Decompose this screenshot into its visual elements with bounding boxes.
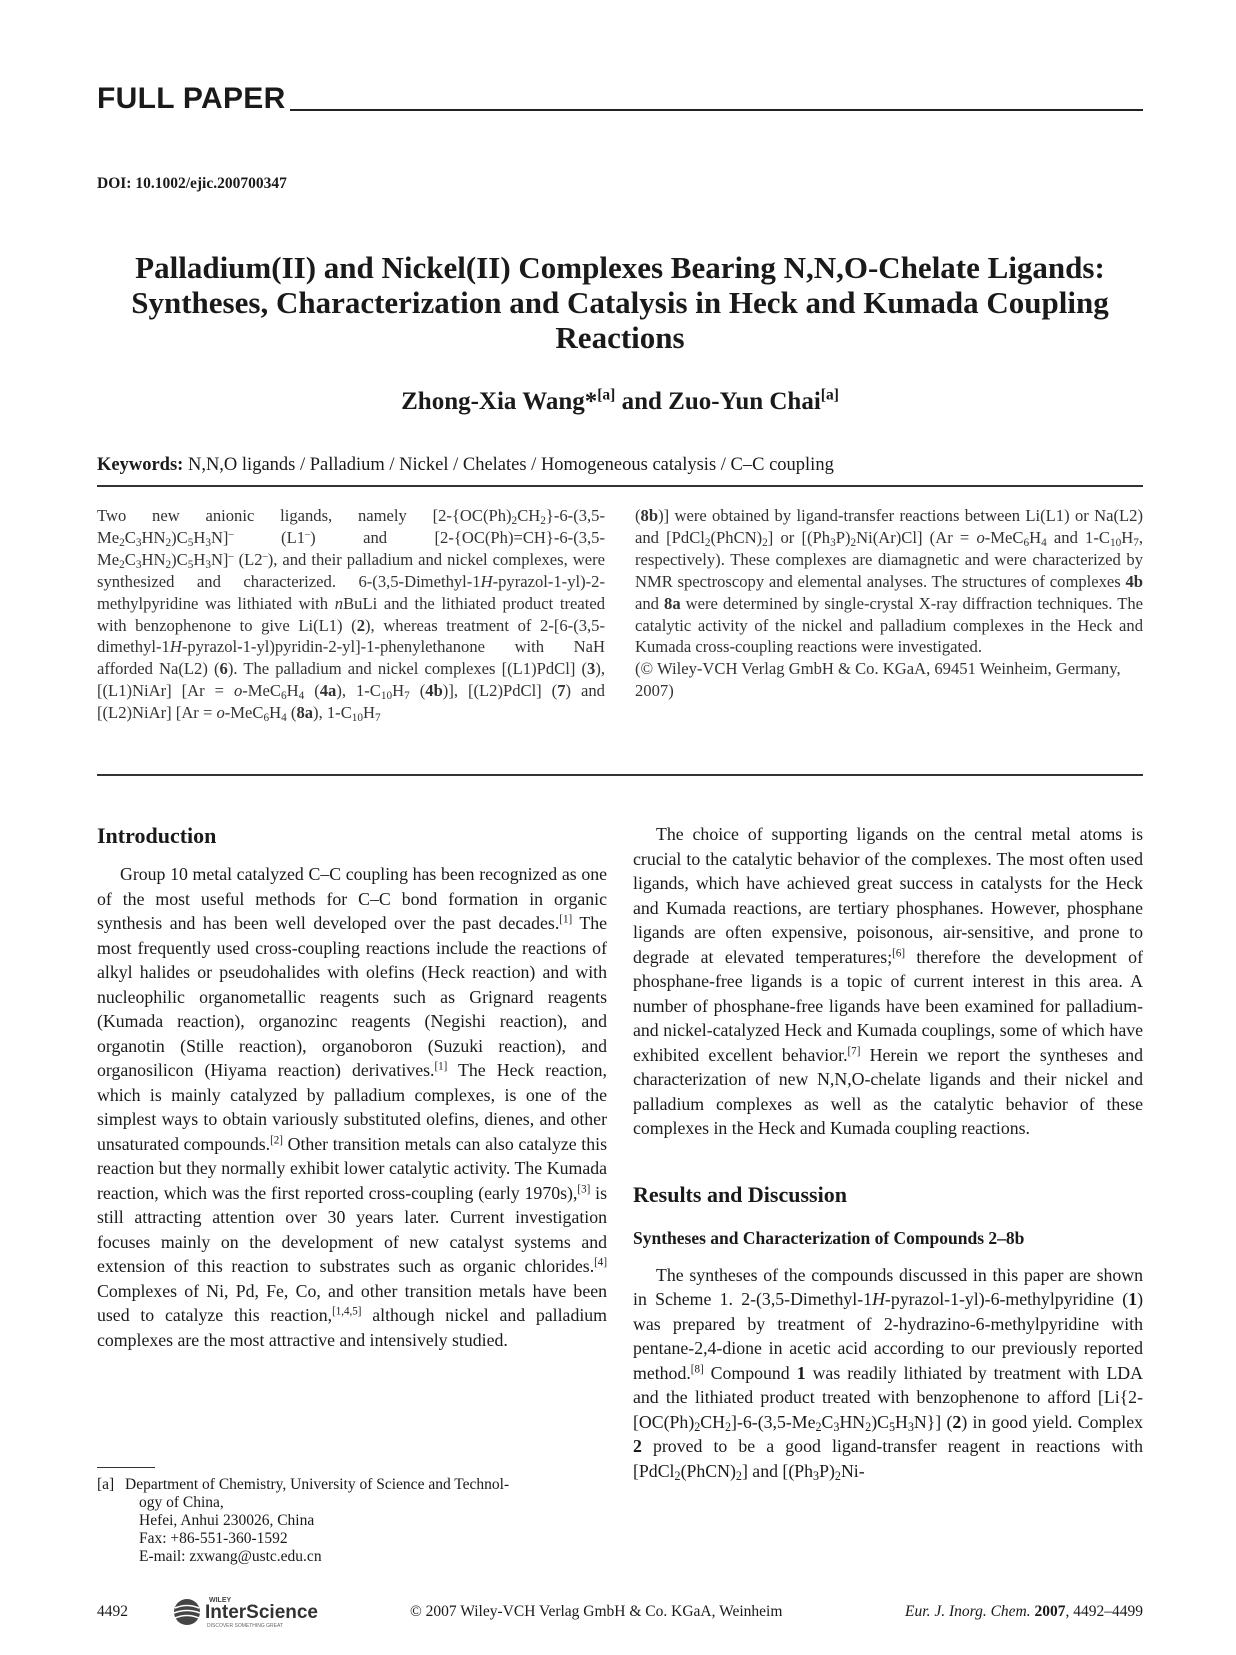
right-column (633, 822, 1143, 1483)
abstract-text: Two new anionic ligands, namely $[2-\{OC(Ph)_2CH_2\}-6-(3,5-Me_2C_3HN_2)C_5H_3N]^-$ (L1–) and $[2-\{OC(Ph)=CH\}-6-(3,5-Me_2C_3HN_2)C_5H_3N]^-$ (L2–), and their palladium and nickel complexes, were synthesized and characterized. 6-(3,5-Dimethyl-1H-pyrazol-1-yl)-2-methylpyridine was lithiated with nBuLi and the lithiated product treated with benzophenone to give Li(L1) (2), whereas treatment of 2-[6-(3,5-dimethyl-1H-pyrazol-1-yl)pyridin-2-yl]-1-phenylethanone with NaH afforded Na(L2) (6). The palladium and nickel complexes [(L1)PdCl] (3), [(L1)NiAr] [$Ar = o-MeC_6H_4$ (4a), $1-C_{10}H_7$ (4b)], [(L2)PdCl] (7) and [(L2)NiAr] [$Ar = o-MeC_6H_4$ (8a), $1-C_{10}H_7$ (97, 506, 606, 724)
footnote-rule (97, 1467, 155, 1468)
footnote-line: ogy of China, (139, 1494, 224, 1511)
keywords (97, 455, 1143, 476)
page-header (97, 80, 1143, 116)
journal-name: Eur. J. Inorg. Chem. (905, 1603, 1031, 1620)
body-paragraph: The choice of supporting ligands on the central metal atoms is crucial to the catalytic behavior of the complexes. The most often used ligands, which have achieved great success in catalysts for the Heck and Kumada reactions, are tertiary phosphanes. However, phosphane ligands are often expensive, poisonous, air-sensitive, and prone to degrade at elevated temperatures;[6] therefore the development of phosphane-free ligands is a topic of current interest in this area. A number of phosphane-free ligands have been examined for palladium- and nickel-catalyzed Heck and Kumada couplings, some of which have exhibited excellent behavior.[7] Herein we report the syntheses and characterization of new N,N,O-chelate ligands and their nickel and palladium complexes as well as the catalytic behavior of these complexes in the Heck and Kumada coupling reactions. (633, 824, 1143, 1138)
section-heading-results: Results and Discussion (633, 1181, 847, 1207)
title-line: Palladium(II) and Nickel(II) Complexes Bearing N,N,O-Chelate Ligands: (135, 250, 1105, 285)
body-paragraph: Group 10 metal catalyzed C–C coupling has been recognized as one of the most useful methods for C–C bond formation in organic synthesis and has been well developed over the past decades.[1] The most frequently used cross-coupling reactions include the reactions of alkyl halides or pseudohalides with olefins (Heck reaction) and with nucleophilic organometallic reagents such as Grignard reagents (Kumada reaction), organozinc reagents (Negishi reaction), and organotin (Stille reaction), organoboron (Suzuki reaction), and organosilicon (Hiyama reaction) derivatives.[1] The Heck reaction, which is mainly catalyzed by palladium complexes, is one of the simplest ways to obtain variously substituted olefins, dienes, and other unsaturated compounds.[2] Other transition metals can also catalyze this reaction but they normally exhibit lower catalytic activity. The Kumada reaction, which was the first reported cross-coupling (early 1970s),[3] is still attracting attention over 30 years later. Current investigation focuses mainly on the development of new catalyst systems and extension of this reaction to substrates such as organic chlorides.[4] Complexes of Ni, Pd, Fe, Co, and other transition metals have been used to catalyze this reaction,[1,4,5] although nickel and palladium complexes are the most attractive and intensively studied. (97, 864, 607, 1350)
logo-top: WILEY (209, 1597, 232, 1604)
abstract-text: (8b)] were obtained by ligand-transfer reactions between Li(L1) or Na(L2) and $[PdCl_2(PhCN)_2]$ or $[(Ph_3P)_2Ni(Ar)Cl] (Ar = o-MeC_6H_4$ and $1-C_{10}H_7$, respectively). These complexes are diamagnetic and were characterized by NMR spectroscopy and elemental analyses. The structures of complexes 4b and 8a were determined by single-crystal X-ray diffraction techniques. The catalytic activity of the nickel and palladium complexes in the Heck and Kumada cross-coupling reactions were investigated. (635, 506, 1144, 657)
affiliation-mark: [a] (597, 386, 616, 404)
doi: DOI: 10.1002/ejic.200700347 (97, 175, 287, 192)
abstract-copyright: (© Wiley-VCH Verlag GmbH & Co. KGaA, 69451 Weinheim, Germany, 2007) (635, 659, 1121, 701)
logo-tagline: DISCOVER SOMETHING GREAT (207, 1623, 284, 1629)
title-line: Reactions (555, 320, 685, 355)
journal-year: 2007 (1034, 1603, 1066, 1620)
body-paragraph: The syntheses of the compounds discussed in this paper are shown in Scheme 1. 2-(3,5-Dimethyl-1H-pyrazol-1-yl)-6-methylpyridine (1) was prepared by treatment of 2-hydrazino-6-methylpyridine with pentane-2,4-dione in acetic acid according to our previously reported method.[8] Compound 1 was readily lithiated by treatment with LDA and the lithiated product treated with benzophenone to afford $[Li\{2-[OC(Ph)_2CH_2]-6-(3,5-Me_2C_3HN_2)C_5H_3N\}]$ (2) in good yield. Complex 2 proved to be a good ligand-transfer reagent in reactions with $[PdCl_2(PhCN)_2]$ and [$(Ph_3P)_2Ni-$ (633, 1264, 1144, 1483)
footnote-tag: [a] (97, 1476, 115, 1493)
keywords-label: Keywords: (97, 455, 184, 475)
abstract-column-right (635, 505, 1143, 702)
journal-citation (905, 1603, 1143, 1621)
left-column (97, 822, 607, 1352)
logo-main: InterScience (205, 1602, 318, 1623)
abstract-top-rule (97, 485, 1143, 487)
journal-pages: , 4492–4499 (1065, 1603, 1143, 1620)
keywords-text: N,N,O ligands / Palladium / Nickel / Chelates / Homogeneous catalysis / C–C coupling (187, 455, 834, 475)
footnote-line: Department of Chemistry, University of Science and Technol- (125, 1476, 510, 1493)
affiliation-footnote (97, 1467, 607, 1566)
page-number: 4492 (97, 1603, 128, 1620)
author-name: Zhong-Xia Wang* (401, 388, 598, 415)
interscience-logo (169, 1593, 339, 1629)
subsection-heading: Syntheses and Characterization of Compounds 2–8b (633, 1227, 1025, 1248)
footnote-line: Fax: +86-551-360-1592 (139, 1530, 288, 1547)
author-name: Zuo-Yun Chai (668, 388, 821, 415)
article-title (97, 250, 1143, 355)
footnote-line: E-mail: zxwang@ustc.edu.cn (139, 1548, 322, 1565)
page-footer (97, 1593, 1143, 1633)
footnote-line: Hefei, Anhui 230026, China (139, 1512, 315, 1529)
abstract-bottom-rule (97, 774, 1143, 776)
footer-copyright: © 2007 Wiley-VCH Verlag GmbH & Co. KGaA, Weinheim (410, 1603, 783, 1620)
authors (97, 388, 1143, 416)
author-connector: and (615, 388, 669, 415)
abstract-column-left (97, 505, 605, 724)
section-heading-introduction: Introduction (97, 823, 217, 848)
section-label: FULL PAPER (97, 82, 290, 116)
affiliation-mark: [a] (820, 386, 839, 404)
title-line: Syntheses, Characterization and Catalysis in Heck and Kumada Coupling (131, 285, 1109, 320)
globe-icon (169, 1593, 339, 1629)
